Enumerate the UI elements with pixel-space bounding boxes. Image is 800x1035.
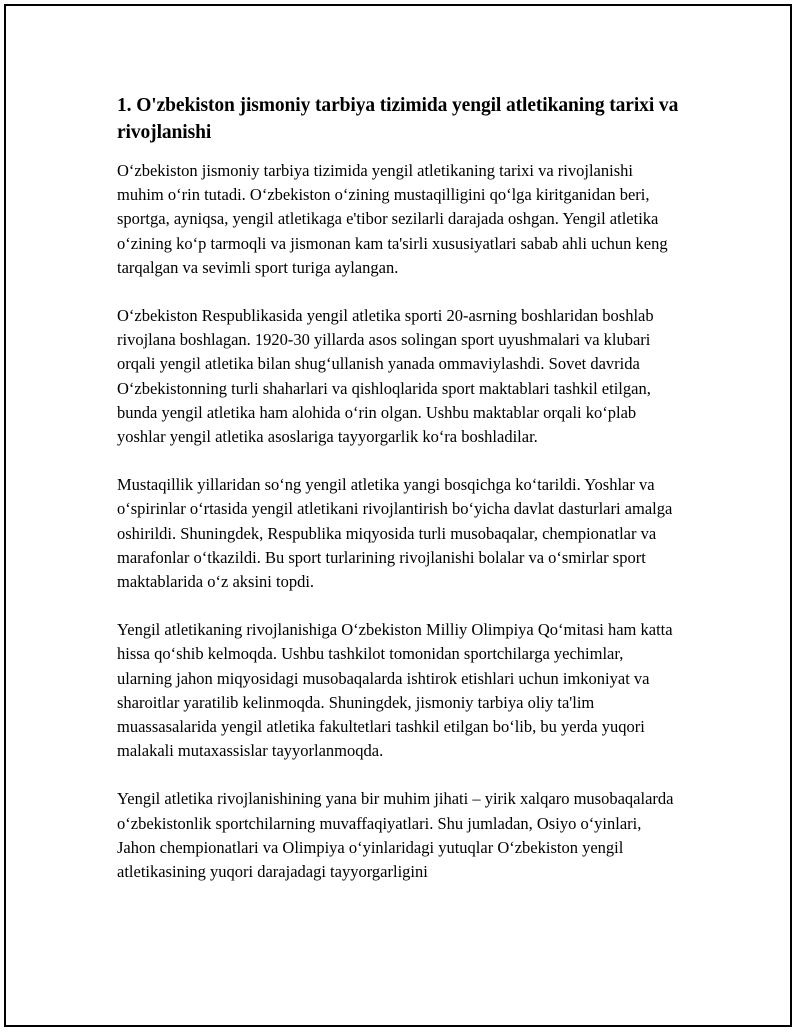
paragraph-3: Mustaqillik yillaridan so‘ng yengil atletika yangi bosqichga ko‘tarildi. Yoshlar va o‘spirinlar o‘rtasida yengil atletikani rivojlantirish bo‘yicha davlat dasturlari amalga oshirildi. Shuningdek, Respublika miqyosida turli musobaqalar, chempionatlar va marafonlar o‘tkazildi. Bu sport turlarining rivojlanishi bolalar va o‘smirlar sport maktablarida o‘z aksini topdi. <box>117 475 673 592</box>
paragraph-4: Yengil atletikaning rivojlanishiga O‘zbekiston Milliy Olimpiya Qo‘mitasi ham katta hissa qo‘shib kelmoqda. Ushbu tashkilot tomonidan sportchilarga yechimlar, ularning jahon miqyosidagi musobaqalarda ishtirok etishlari uchun imkoniyat va sharoitlar yaratilib kelinmoqda. Shuningdek, jismoniy tarbiya oliy ta'lim muassasalarida yengil atletika fakultetlari tashkil etilgan bo‘lib, bu yerda yuqori malakali mutaxassislar tayyorlanmoqda. <box>117 620 673 761</box>
paragraph-2: O‘zbekiston Respublikasida yengil atletika sporti 20-asrning boshlaridan boshlab rivojlana boshlagan. 1920-30 yillarda asos solingan sport uyushmalari va klubari orqali yengil atletika bilan shug‘ullanish yanada ommaviylashdi. Sovet davrida O‘zbekistonning turli shaharlari va qishloqlarida sport maktablari tashkil etilgan, bunda yengil atletika ham alohida o‘rin olgan. Ushbu maktablar orqali ko‘plab yoshlar yengil atletika asoslariga tayyorgarlik ko‘ra boshladilar. <box>117 306 654 447</box>
paragraph-5: Yengil atletika rivojlanishining yana bir muhim jihati – yirik xalqaro musobaqalarda o‘zbekistonlik sportchilarning muvaffaqiyatlari. Shu jumladan, Osiyo o‘yinlari, Jahon chempionatlari va Olimpiya o‘yinlaridagi yutuqlar O‘zbekiston yengil atletikasining yuqori darajadagi tayyorgarligini <box>117 789 674 882</box>
document-body <box>117 92 682 908</box>
paragraph-1: O‘zbekiston jismoniy tarbiya tizimida yengil atletikaning tarixi va rivojlanishi muhim o‘rin tutadi. O‘zbekiston o‘zining mustaqilligini qo‘lga kiritganidan beri, sportga, ayniqsa, yengil atletikaga e'tibor sezilarli darajada oshgan. Yengil atletika o‘zining ko‘p tarmoqli va jismonan kam ta'sirli xususiyatlari sabab ahli uchun keng tarqalgan va sevimli sport turiga aylangan. <box>117 161 668 277</box>
section-heading: 1. O'zbekiston jismoniy tarbiya tizimida yengil atletikaning tarixi va rivojlanishi <box>117 95 679 143</box>
